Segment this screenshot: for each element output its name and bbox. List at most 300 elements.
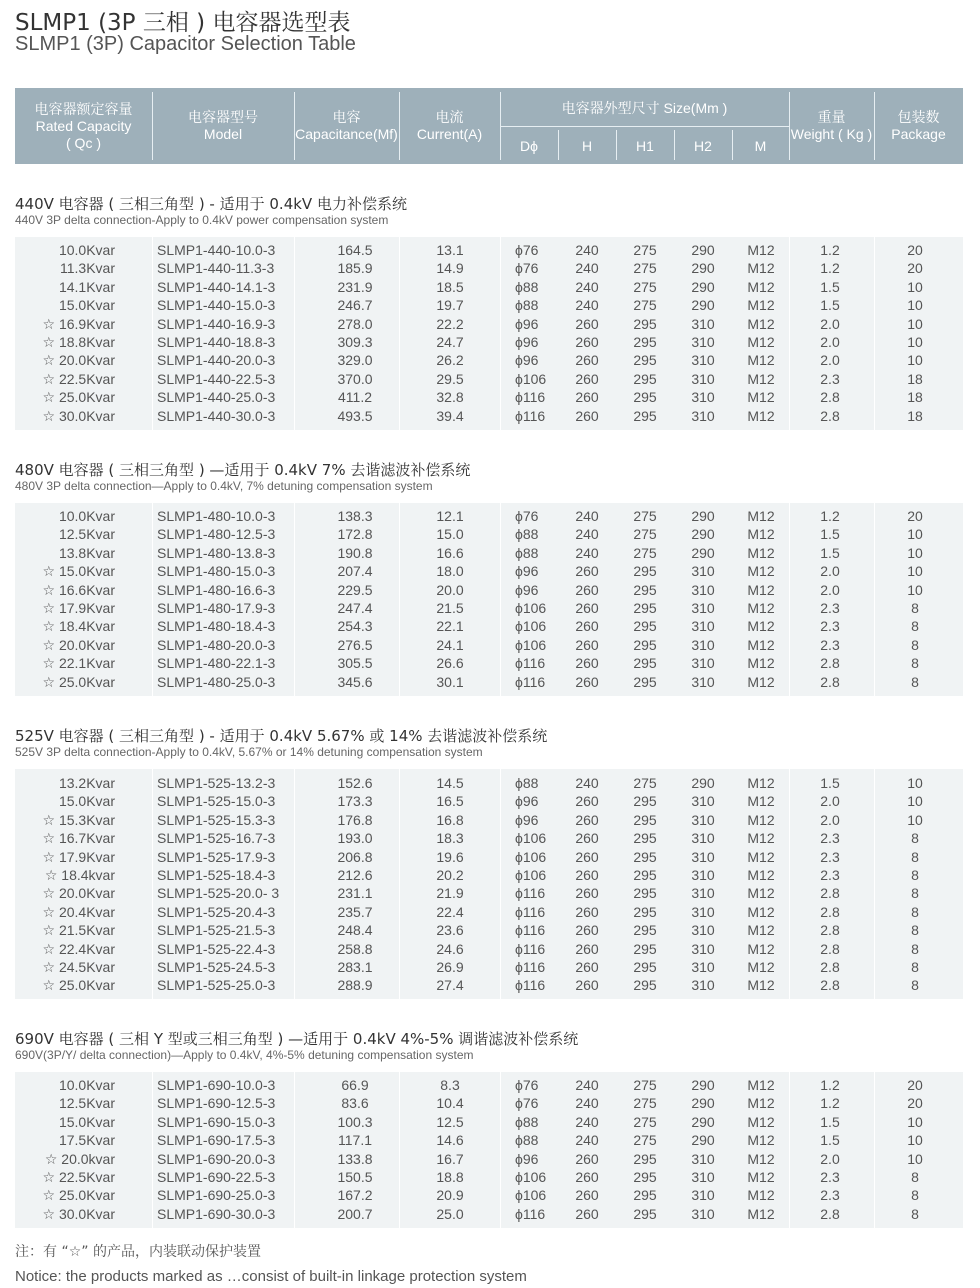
m-cell: M12: [747, 1168, 775, 1185]
h2-cell: 310: [691, 333, 715, 350]
h2-cell: 310: [691, 1168, 715, 1185]
h2-cell: 310: [691, 352, 715, 369]
weight-cell: 2.8: [820, 1205, 840, 1222]
model-cell: SLMP1-690-12.5-3: [157, 1095, 276, 1112]
weight-cell: 2.3: [820, 1168, 840, 1185]
h1-cell: 295: [633, 922, 657, 939]
h1-cell: 295: [633, 940, 657, 957]
table-row: [15, 617, 963, 635]
section-title-480v: 480V 电容器 ( 三相三角型 ) —适用于 0.4kV 7% 去谐滤波补偿系统: [15, 461, 471, 479]
table-row: [15, 315, 963, 333]
h2-cell: 310: [691, 903, 715, 920]
m-cell: M12: [747, 333, 775, 350]
diameter-cell: ϕ116: [515, 407, 546, 424]
package-cell: 8: [911, 885, 919, 902]
rated-capacity-cell: ☆ 25.0Kvar: [42, 1187, 115, 1204]
diameter-cell: ϕ116: [515, 977, 546, 994]
h-cell: 260: [575, 352, 599, 369]
model-cell: SLMP1-480-13.8-3: [157, 544, 276, 561]
model-cell: SLMP1-690-30.0-3: [157, 1205, 276, 1222]
h-cell: 260: [575, 922, 599, 939]
m-cell: M12: [747, 1113, 775, 1130]
header-model: 电容器型号 Model: [188, 109, 258, 142]
h-cell: 240: [575, 260, 599, 277]
diameter-cell: ϕ96: [515, 793, 539, 810]
package-cell: 8: [911, 958, 919, 975]
weight-cell: 2.8: [820, 958, 840, 975]
model-cell: SLMP1-690-22.5-3: [157, 1168, 276, 1185]
diameter-cell: ϕ106: [515, 1187, 547, 1204]
package-cell: 10: [907, 526, 923, 543]
h1-cell: 275: [633, 278, 657, 295]
note-chinese: 注：有 “☆” 的产品，内装联动保护装置: [15, 1244, 261, 1260]
current-cell: 21.5: [436, 599, 464, 616]
header-size-h1: H1: [636, 138, 654, 154]
model-cell: SLMP1-525-22.4-3: [157, 940, 276, 957]
m-cell: M12: [747, 1077, 775, 1093]
weight-cell: 1.5: [820, 544, 840, 561]
capacitance-cell: 248.4: [337, 922, 373, 939]
package-cell: 20: [907, 242, 923, 258]
package-cell: 8: [911, 977, 919, 994]
h2-cell: 310: [691, 1205, 715, 1222]
rated-capacity-cell: ☆ 16.6Kvar: [42, 581, 115, 598]
capacitance-cell: 288.9: [337, 977, 373, 994]
h2-cell: 310: [691, 618, 715, 635]
model-cell: SLMP1-525-15.3-3: [157, 811, 276, 828]
rated-capacity-cell: ☆ 18.4Kvar: [42, 618, 115, 635]
weight-cell: 2.0: [820, 793, 840, 810]
diameter-cell: ϕ116: [515, 885, 546, 902]
package-cell: 10: [907, 278, 923, 295]
h1-cell: 295: [633, 866, 657, 883]
package-cell: 10: [907, 333, 923, 350]
h1-cell: 275: [633, 1132, 657, 1149]
rated-capacity-cell: ☆ 20.4Kvar: [42, 903, 115, 920]
diameter-cell: ϕ116: [515, 655, 546, 672]
rated-capacity-cell: 15.0Kvar: [58, 297, 115, 314]
model-cell: SLMP1-440-10.0-3: [157, 242, 276, 258]
table-row: [15, 792, 963, 810]
diameter-cell: ϕ116: [515, 903, 546, 920]
diameter-cell: ϕ116: [515, 1205, 546, 1222]
model-cell: SLMP1-480-10.0-3: [157, 508, 276, 524]
h1-cell: 295: [633, 673, 657, 690]
capacitance-cell: 206.8: [337, 848, 373, 865]
table-440v: [15, 237, 963, 430]
h-cell: 260: [575, 1168, 599, 1185]
diameter-cell: ϕ96: [515, 333, 539, 350]
m-cell: M12: [747, 793, 775, 810]
model-cell: SLMP1-525-20.0- 3: [157, 885, 280, 902]
capacitance-cell: 258.8: [337, 940, 373, 957]
weight-cell: 2.8: [820, 389, 840, 406]
weight-cell: 2.3: [820, 618, 840, 635]
page-title: SLMP1 (3P 三相 ) 电容器选型表: [15, 10, 351, 36]
current-cell: 18.0: [436, 563, 464, 580]
package-cell: 10: [907, 563, 923, 580]
m-cell: M12: [747, 526, 775, 543]
table-header: [15, 88, 963, 164]
h-cell: 260: [575, 370, 599, 387]
diameter-cell: ϕ106: [515, 866, 547, 883]
m-cell: M12: [747, 581, 775, 598]
h1-cell: 295: [633, 793, 657, 810]
h-cell: 260: [575, 940, 599, 957]
h1-cell: 295: [633, 655, 657, 672]
h-cell: 260: [575, 885, 599, 902]
weight-cell: 1.5: [820, 775, 840, 791]
h2-cell: 290: [691, 278, 715, 295]
note-english: Notice: the products marked as …consist of built-in linkage protection system: [15, 1268, 527, 1285]
current-cell: 29.5: [436, 370, 464, 387]
header-size: 电容器外型尺寸 Size(Mm ): [561, 99, 728, 116]
h2-cell: 310: [691, 563, 715, 580]
h2-cell: 310: [691, 315, 715, 332]
model-cell: SLMP1-440-25.0-3: [157, 389, 276, 406]
current-cell: 10.4: [436, 1095, 464, 1112]
m-cell: M12: [747, 278, 775, 295]
weight-cell: 2.8: [820, 977, 840, 994]
rated-capacity-cell: 13.2Kvar: [58, 775, 115, 791]
h1-cell: 295: [633, 903, 657, 920]
package-cell: 8: [911, 1168, 919, 1185]
model-cell: SLMP1-480-22.1-3: [157, 655, 276, 672]
table-row: [15, 903, 963, 921]
capacitance-cell: 193.0: [337, 830, 373, 847]
package-cell: 10: [907, 1113, 923, 1130]
h-cell: 260: [575, 407, 599, 424]
m-cell: M12: [747, 407, 775, 424]
model-cell: SLMP1-525-24.5-3: [157, 958, 276, 975]
m-cell: M12: [747, 389, 775, 406]
weight-cell: 2.0: [820, 581, 840, 598]
rated-capacity-cell: ☆ 25.0Kvar: [42, 977, 115, 994]
h1-cell: 295: [633, 1205, 657, 1222]
weight-cell: 2.3: [820, 830, 840, 847]
h2-cell: 310: [691, 866, 715, 883]
weight-cell: 2.8: [820, 885, 840, 902]
table-row: [15, 866, 963, 884]
rated-capacity-cell: ☆ 15.3Kvar: [42, 811, 115, 828]
rated-capacity-cell: ☆ 20.0kvar: [44, 1150, 115, 1167]
rated-capacity-cell: ☆ 30.0Kvar: [42, 1205, 115, 1222]
section-subtitle-480v: 480V 3P delta connection—Apply to 0.4kV, 7% detuning compensation system: [15, 479, 433, 493]
h-cell: 260: [575, 830, 599, 847]
model-cell: SLMP1-525-17.9-3: [157, 848, 276, 865]
h-cell: 260: [575, 811, 599, 828]
m-cell: M12: [747, 830, 775, 847]
rated-capacity-cell: 12.5Kvar: [58, 526, 115, 543]
h-cell: 260: [575, 793, 599, 810]
rated-capacity-cell: 10.0Kvar: [58, 508, 115, 524]
model-cell: SLMP1-440-11.3-3: [157, 260, 275, 277]
h2-cell: 290: [691, 508, 715, 524]
capacitance-cell: 305.5: [337, 655, 373, 672]
current-cell: 32.8: [436, 389, 464, 406]
h-cell: 260: [575, 673, 599, 690]
h2-cell: 290: [691, 544, 715, 561]
h-cell: 260: [575, 1187, 599, 1204]
rated-capacity-cell: ☆ 20.0Kvar: [42, 636, 115, 653]
rated-capacity-cell: 11.3Kvar: [60, 260, 115, 277]
h-cell: 260: [575, 333, 599, 350]
section-title-690v: 690V 电容器 ( 三相 Y 型或三相三角型 ) —适用于 0.4kV 4%-5% 调谐滤波补偿系统: [15, 1030, 579, 1048]
model-cell: SLMP1-525-21.5-3: [157, 922, 276, 939]
m-cell: M12: [747, 866, 775, 883]
m-cell: M12: [747, 1095, 775, 1112]
table-row: [15, 581, 963, 599]
h-cell: 260: [575, 581, 599, 598]
rated-capacity-cell: ☆ 22.5Kvar: [42, 1168, 115, 1185]
rated-capacity-cell: 10.0Kvar: [58, 1077, 115, 1093]
current-cell: 22.2: [436, 315, 464, 332]
h2-cell: 310: [691, 1187, 715, 1204]
table-row: [15, 958, 963, 976]
h-cell: 240: [575, 544, 599, 561]
current-cell: 16.5: [436, 793, 464, 810]
h1-cell: 295: [633, 811, 657, 828]
rated-capacity-cell: ☆ 16.7Kvar: [42, 830, 115, 847]
current-cell: 23.6: [436, 922, 464, 939]
model-cell: SLMP1-525-25.0-3: [157, 977, 276, 994]
capacitance-cell: 231.1: [337, 885, 373, 902]
m-cell: M12: [747, 370, 775, 387]
weight-cell: 2.3: [820, 370, 840, 387]
capacitance-cell: 138.3: [337, 508, 373, 524]
current-cell: 27.4: [436, 977, 464, 994]
h-cell: 240: [575, 526, 599, 543]
h2-cell: 290: [691, 775, 715, 791]
diameter-cell: ϕ88: [515, 526, 539, 543]
h1-cell: 295: [633, 885, 657, 902]
rated-capacity-cell: ☆ 22.1Kvar: [42, 655, 115, 672]
weight-cell: 1.2: [820, 508, 840, 524]
capacitance-cell: 176.8: [337, 811, 373, 828]
table-row: [15, 562, 963, 580]
h1-cell: 295: [633, 315, 657, 332]
rated-capacity-cell: 13.8Kvar: [58, 544, 115, 561]
rated-capacity-cell: ☆ 18.4kvar: [44, 866, 115, 883]
m-cell: M12: [747, 673, 775, 690]
model-cell: SLMP1-480-18.4-3: [157, 618, 276, 635]
m-cell: M12: [747, 903, 775, 920]
current-cell: 16.7: [436, 1150, 464, 1167]
current-cell: 12.5: [436, 1113, 464, 1130]
header-size-h2: H2: [694, 138, 712, 154]
capacitance-cell: 172.8: [337, 526, 373, 543]
table-row: [15, 1094, 963, 1112]
h2-cell: 310: [691, 811, 715, 828]
header-size-d: Dϕ: [520, 138, 538, 154]
table-row: [15, 654, 963, 672]
rated-capacity-cell: 10.0Kvar: [58, 242, 115, 258]
package-cell: 20: [907, 260, 923, 277]
h1-cell: 295: [633, 977, 657, 994]
diameter-cell: ϕ116: [515, 940, 546, 957]
section-title-440v: 440V 电容器 ( 三相三角型 ) - 适用于 0.4kV 电力补偿系统: [15, 195, 407, 213]
capacitance-cell: 229.5: [337, 581, 373, 598]
h2-cell: 310: [691, 599, 715, 616]
current-cell: 24.6: [436, 940, 464, 957]
header-package: 包装数 Package: [891, 109, 946, 142]
diameter-cell: ϕ106: [515, 599, 547, 616]
diameter-cell: ϕ116: [515, 389, 546, 406]
weight-cell: 2.0: [820, 563, 840, 580]
page-subtitle: SLMP1 (3P) Capacitor Selection Table: [15, 33, 356, 55]
h2-cell: 290: [691, 1077, 715, 1093]
m-cell: M12: [747, 636, 775, 653]
diameter-cell: ϕ96: [515, 811, 539, 828]
h-cell: 240: [575, 278, 599, 295]
h2-cell: 290: [691, 297, 715, 314]
h2-cell: 310: [691, 1150, 715, 1167]
current-cell: 15.0: [436, 526, 464, 543]
model-cell: SLMP1-440-16.9-3: [157, 315, 276, 332]
h2-cell: 310: [691, 370, 715, 387]
weight-cell: 2.3: [820, 848, 840, 865]
m-cell: M12: [747, 618, 775, 635]
diameter-cell: ϕ106: [515, 618, 547, 635]
model-cell: SLMP1-690-15.0-3: [157, 1113, 276, 1130]
m-cell: M12: [747, 1150, 775, 1167]
diameter-cell: ϕ106: [515, 636, 547, 653]
table-row: [15, 1168, 963, 1186]
diameter-cell: ϕ88: [515, 1132, 539, 1149]
rated-capacity-cell: ☆ 24.5Kvar: [42, 958, 115, 975]
diameter-cell: ϕ96: [515, 581, 539, 598]
h2-cell: 310: [691, 885, 715, 902]
h1-cell: 295: [633, 830, 657, 847]
header-weight: 重量 Weight ( Kg ): [790, 109, 873, 142]
weight-cell: 2.3: [820, 636, 840, 653]
capacitance-cell: 212.6: [337, 866, 373, 883]
table-row: [15, 811, 963, 829]
h1-cell: 295: [633, 389, 657, 406]
h-cell: 260: [575, 315, 599, 332]
m-cell: M12: [747, 940, 775, 957]
diameter-cell: ϕ88: [515, 775, 539, 791]
capacitance-cell: 235.7: [337, 903, 373, 920]
weight-cell: 1.2: [820, 1077, 840, 1093]
model-cell: SLMP1-480-25.0-3: [157, 673, 276, 690]
m-cell: M12: [747, 922, 775, 939]
capacitance-cell: 247.4: [337, 599, 373, 616]
m-cell: M12: [747, 544, 775, 561]
diameter-cell: ϕ88: [515, 278, 539, 295]
m-cell: M12: [747, 352, 775, 369]
rated-capacity-cell: ☆ 30.0Kvar: [42, 407, 115, 424]
h1-cell: 275: [633, 544, 657, 561]
header-rated-capacity: 电容器额定容量 Rated Capacity ( Qc ): [34, 100, 133, 151]
h1-cell: 275: [633, 1113, 657, 1130]
package-cell: 10: [907, 775, 923, 791]
table-row: [15, 351, 963, 369]
table-row: [15, 884, 963, 902]
weight-cell: 2.3: [820, 599, 840, 616]
m-cell: M12: [747, 655, 775, 672]
m-cell: M12: [747, 775, 775, 791]
model-cell: SLMP1-440-30.0-3: [157, 407, 276, 424]
current-cell: 30.1: [436, 673, 464, 690]
capacitance-cell: 370.0: [337, 370, 373, 387]
weight-cell: 2.0: [820, 352, 840, 369]
model-cell: SLMP1-480-12.5-3: [157, 526, 276, 543]
model-cell: SLMP1-440-15.0-3: [157, 297, 276, 314]
header-size-m: M: [754, 138, 767, 154]
current-cell: 14.5: [436, 775, 464, 791]
package-cell: 10: [907, 352, 923, 369]
current-cell: 20.0: [436, 581, 464, 598]
capacitance-cell: 283.1: [337, 958, 373, 975]
m-cell: M12: [747, 1205, 775, 1222]
weight-cell: 1.2: [820, 260, 840, 277]
h2-cell: 310: [691, 958, 715, 975]
h2-cell: 310: [691, 922, 715, 939]
table-row: [15, 278, 963, 296]
table-690v: [15, 1072, 963, 1228]
package-cell: 10: [907, 315, 923, 332]
table-row: [15, 976, 963, 994]
package-cell: 8: [911, 673, 919, 690]
h-cell: 240: [575, 242, 599, 258]
capacitance-cell: 309.3: [337, 333, 373, 350]
table-row: [15, 259, 963, 277]
h1-cell: 275: [633, 297, 657, 314]
weight-cell: 1.5: [820, 1113, 840, 1130]
capacitance-cell: 117.1: [338, 1132, 372, 1149]
table-row: [15, 388, 963, 406]
diameter-cell: ϕ116: [515, 673, 546, 690]
package-cell: 10: [907, 544, 923, 561]
package-cell: 18: [907, 389, 923, 406]
m-cell: M12: [747, 260, 775, 277]
diameter-cell: ϕ76: [515, 1077, 539, 1093]
weight-cell: 1.2: [820, 1095, 840, 1112]
current-cell: 22.4: [436, 903, 464, 920]
h1-cell: 295: [633, 1168, 657, 1185]
package-cell: 10: [907, 793, 923, 810]
table-row: [15, 1113, 963, 1131]
package-cell: 10: [907, 811, 923, 828]
current-cell: 24.7: [436, 333, 464, 350]
h-cell: 240: [575, 1132, 599, 1149]
h1-cell: 275: [633, 242, 657, 258]
diameter-cell: ϕ116: [515, 922, 546, 939]
table-525v: [15, 769, 963, 999]
rated-capacity-cell: 12.5Kvar: [58, 1095, 115, 1112]
h-cell: 260: [575, 599, 599, 616]
package-cell: 20: [907, 1095, 923, 1112]
h2-cell: 310: [691, 940, 715, 957]
h2-cell: 310: [691, 848, 715, 865]
weight-cell: 2.0: [820, 811, 840, 828]
m-cell: M12: [747, 1187, 775, 1204]
weight-cell: 1.5: [820, 526, 840, 543]
capacitance-cell: 167.2: [337, 1187, 373, 1204]
capacitance-cell: 493.5: [337, 407, 373, 424]
h2-cell: 310: [691, 581, 715, 598]
current-cell: 25.0: [436, 1205, 464, 1222]
h2-cell: 310: [691, 407, 715, 424]
table-row: [15, 673, 963, 691]
h-cell: 260: [575, 903, 599, 920]
model-cell: SLMP1-525-16.7-3: [157, 830, 276, 847]
table-row: [15, 848, 963, 866]
rated-capacity-cell: ☆ 21.5Kvar: [42, 922, 115, 939]
current-cell: 20.9: [436, 1187, 464, 1204]
package-cell: 10: [907, 1132, 923, 1149]
